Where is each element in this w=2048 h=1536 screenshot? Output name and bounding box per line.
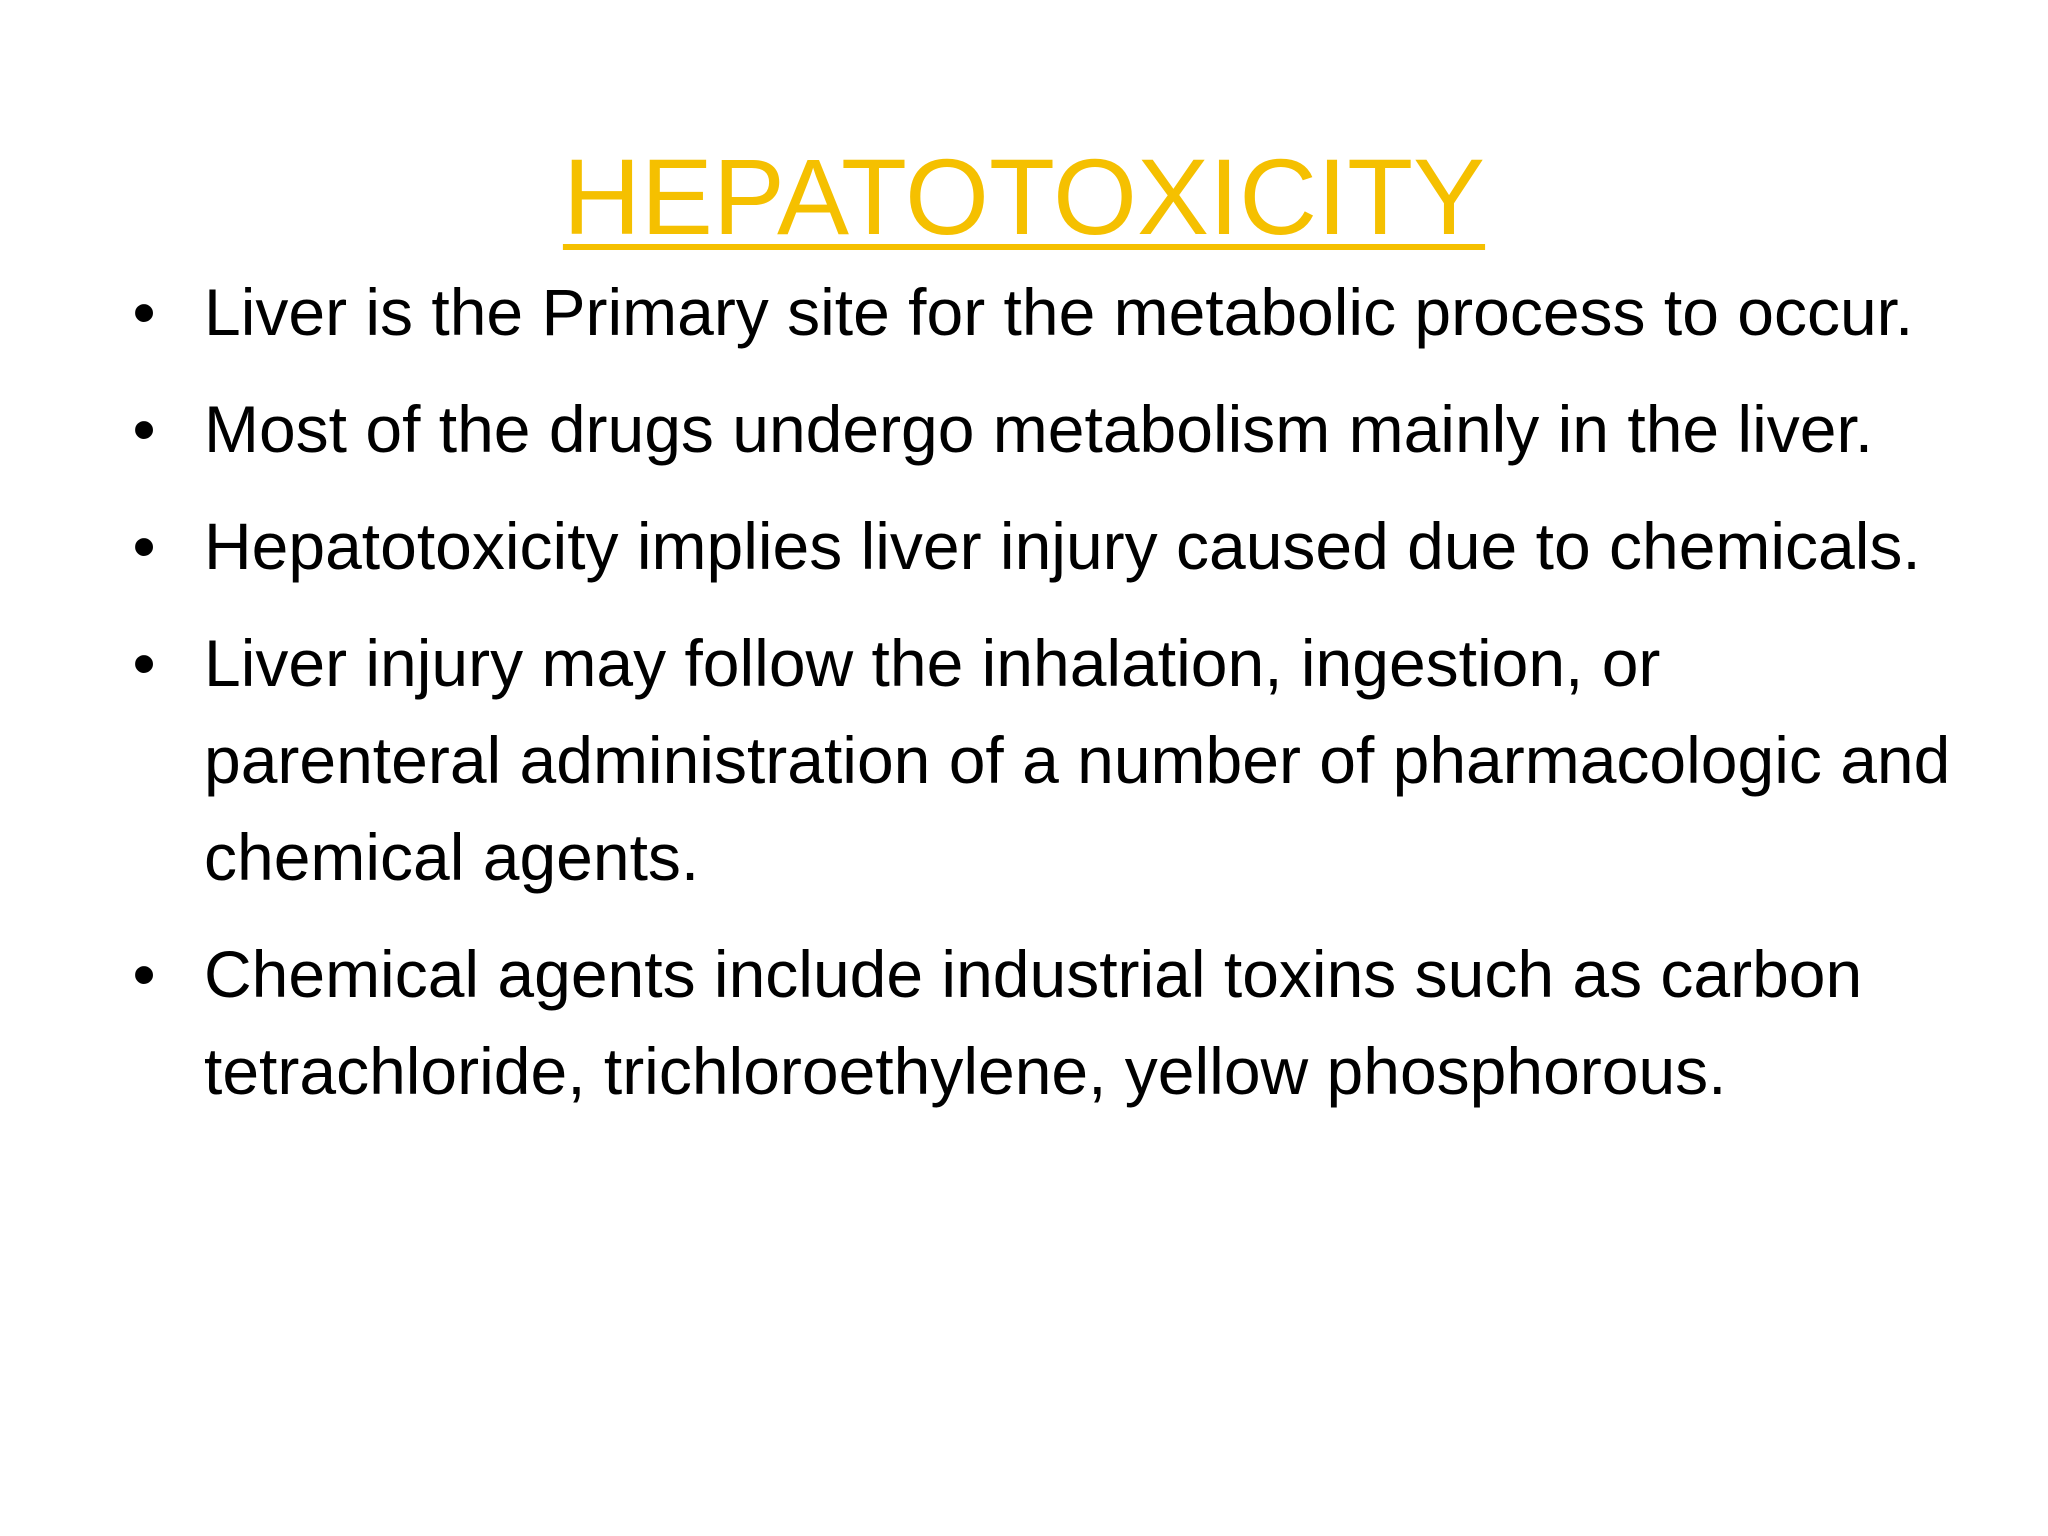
list-item (118, 381, 1958, 478)
bullet-text: Hepatotoxicity implies liver injury caused due to chemicals. (204, 509, 1921, 583)
slide-title (0, 132, 2048, 262)
list-item (118, 498, 1958, 595)
bullet-text: Liver injury may follow the inhalation, ingestion, or parenteral administration of a number of pharmacologic and chemical agents. (204, 626, 1951, 894)
bullet-icon: • (132, 275, 156, 349)
bullet-icon: • (132, 626, 156, 700)
bullet-icon: • (132, 937, 156, 1011)
bullet-list (118, 264, 1958, 1140)
bullet-text: Most of the drugs undergo metabolism mainly in the liver. (204, 392, 1874, 466)
list-item (118, 615, 1958, 906)
list-item (118, 926, 1958, 1120)
bullet-icon: • (132, 509, 156, 583)
bullet-text: Liver is the Primary site for the metabolic process to occur. (204, 275, 1914, 349)
list-item (118, 264, 1958, 361)
bullet-text: Chemical agents include industrial toxins such as carbon tetrachloride, trichloroethylene, yellow phosphorous. (204, 937, 1863, 1108)
bullet-icon: • (132, 392, 156, 466)
slide-title-text: HEPATOTOXICITY (562, 136, 1486, 257)
